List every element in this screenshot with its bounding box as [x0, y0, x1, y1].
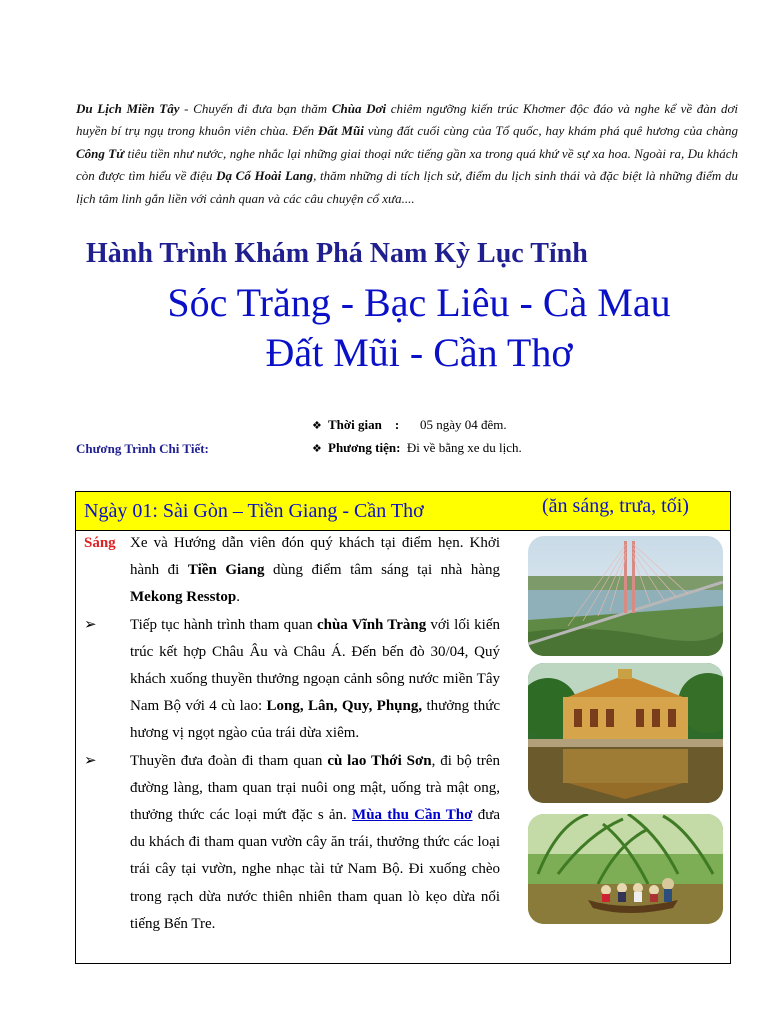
intro-text: chiêm ngưỡng kiến trúc Khơmer độc đáo và nghe kể về đàn dơi huyền bí trụ ngụ trong khuôn viên chùa. Đến [76, 101, 738, 139]
intro-highlight: Công Tử [76, 145, 125, 161]
detail-heading: Chương Trình Chi Tiết: [76, 441, 209, 456]
intro-paragraph [76, 98, 738, 210]
day1-header [76, 492, 730, 531]
day1-para-1 [76, 530, 516, 612]
mua-thu-can-tho-link[interactable]: Mùa thu Cần Thơ [352, 807, 473, 824]
diamond-bullet-icon: ❖ [312, 443, 322, 455]
para-text: với lối kiến trúc kết hợp Châu Âu và Châu Á. Đến bến đò 30/04, Quý khách xuống thuyền thưởng ngoạn cảnh sông nước miền Tây Nam Bộ với 4 cù lao: [130, 616, 500, 715]
para-text: , đi bộ trên đường làng, tham quan trại nuôi ong mật, uống trà mật ong, thưởng thức các loại mứt đặc s ản. [130, 752, 500, 824]
tour-title [0, 278, 768, 378]
para-text: Tiếp tục hành trình tham quan [130, 616, 317, 633]
para-bold: cù lao Thới Sơn [327, 752, 432, 769]
intro-text: vùng đất cuối cùng của Tổ quốc, hay khám phá quê hương của chàng [363, 123, 738, 139]
intro-text: , thăm những di tích lịch sử, điểm du lịch sinh thái và đặc biệt là những điểm du lịch tâm linh gắn liền với cảnh quan và các câu chuyện cổ xưa.... [76, 168, 738, 206]
intro-brand: Du Lịch Miền Tây [76, 101, 180, 116]
intro-text: - Chuyến đi đưa bạn thăm [179, 101, 332, 116]
para-text: Thuyền đưa đoàn đi tham quan [130, 752, 328, 769]
boat-canal-photo [528, 814, 723, 924]
tour-title-line1: Sóc Trăng - Bạc Liêu - Cà Mau [167, 280, 671, 325]
intro-highlight: Đất Mũi [318, 123, 364, 139]
tour-subtitle: Hành Trình Khám Phá Nam Kỳ Lục Tỉnh [86, 238, 588, 269]
intro-highlight: Dạ Cổ Hoài Lang [216, 168, 314, 184]
tour-meta [312, 414, 522, 460]
temple-photo [528, 663, 723, 803]
meta-transport-label: Phương tiện: [328, 440, 401, 455]
para-bold: Mekong Resstop [130, 589, 237, 606]
meta-time-label-text: Thời gian [328, 417, 382, 432]
day1-body [76, 530, 516, 938]
para-text: . [236, 589, 241, 606]
meta-time-value: 05 ngày 04 đêm. [420, 417, 507, 432]
meta-time-label [328, 414, 420, 435]
para-bold: Long, Lân, Quy, Phụng, [266, 698, 423, 715]
morning-label: Sáng [84, 535, 116, 551]
meta-transport [312, 437, 522, 460]
tour-title-line2: Đất Mũi - Cần Thơ [265, 330, 573, 375]
para-bold: chùa Vĩnh Tràng [316, 616, 427, 633]
para-text: dùng điểm tâm sáng tại nhà hàng [264, 562, 500, 579]
para-text: Xe và Hướng dẫn viên đón quý khách tại điểm hẹn. Khởi hành đi [130, 535, 500, 579]
meta-transport-value: Đi về bằng xe du lịch. [406, 440, 522, 455]
arrow-bullet-icon: ➢ [84, 616, 97, 633]
diamond-bullet-icon: ❖ [312, 420, 322, 432]
arrow-bullet-icon: ➢ [84, 752, 97, 769]
para-text: thưởng thức hương vị ngọt ngào của trái dừa xiêm. [130, 698, 500, 742]
meta-time-sep: : [394, 417, 400, 432]
day1-box [75, 491, 731, 964]
para-text: đưa du khách đi tham quan vườn cây ăn trái, thưởng thức các loại trái cây tại vườn, nghe nhạc tài tử Nam Bộ. Đi xuống chèo trong rạch dừa nước thiên nhiên tham quan lò kẹo dừa nổi tiếng Bến Tre. [130, 807, 500, 932]
day1-meals: (ăn sáng, trưa, tối) [542, 495, 689, 517]
intro-highlight: Chùa Dơi [331, 101, 387, 116]
meta-time [312, 414, 522, 437]
intro-text: tiêu tiền như nước, nghe nhắc lại những giai thoại nức tiếng gần xa trong quá khứ về sự xa hoa. Ngoài ra, Du khách còn được tìm hiểu về điệu [76, 145, 738, 184]
day1-para-3 [76, 748, 516, 938]
para-bold: Tiền Giang [187, 562, 265, 579]
day1-title: Ngày 01: Sài Gòn – Tiền Giang - Cần Thơ [84, 499, 424, 522]
bridge-photo [528, 536, 723, 656]
day1-para-2 [76, 612, 516, 748]
